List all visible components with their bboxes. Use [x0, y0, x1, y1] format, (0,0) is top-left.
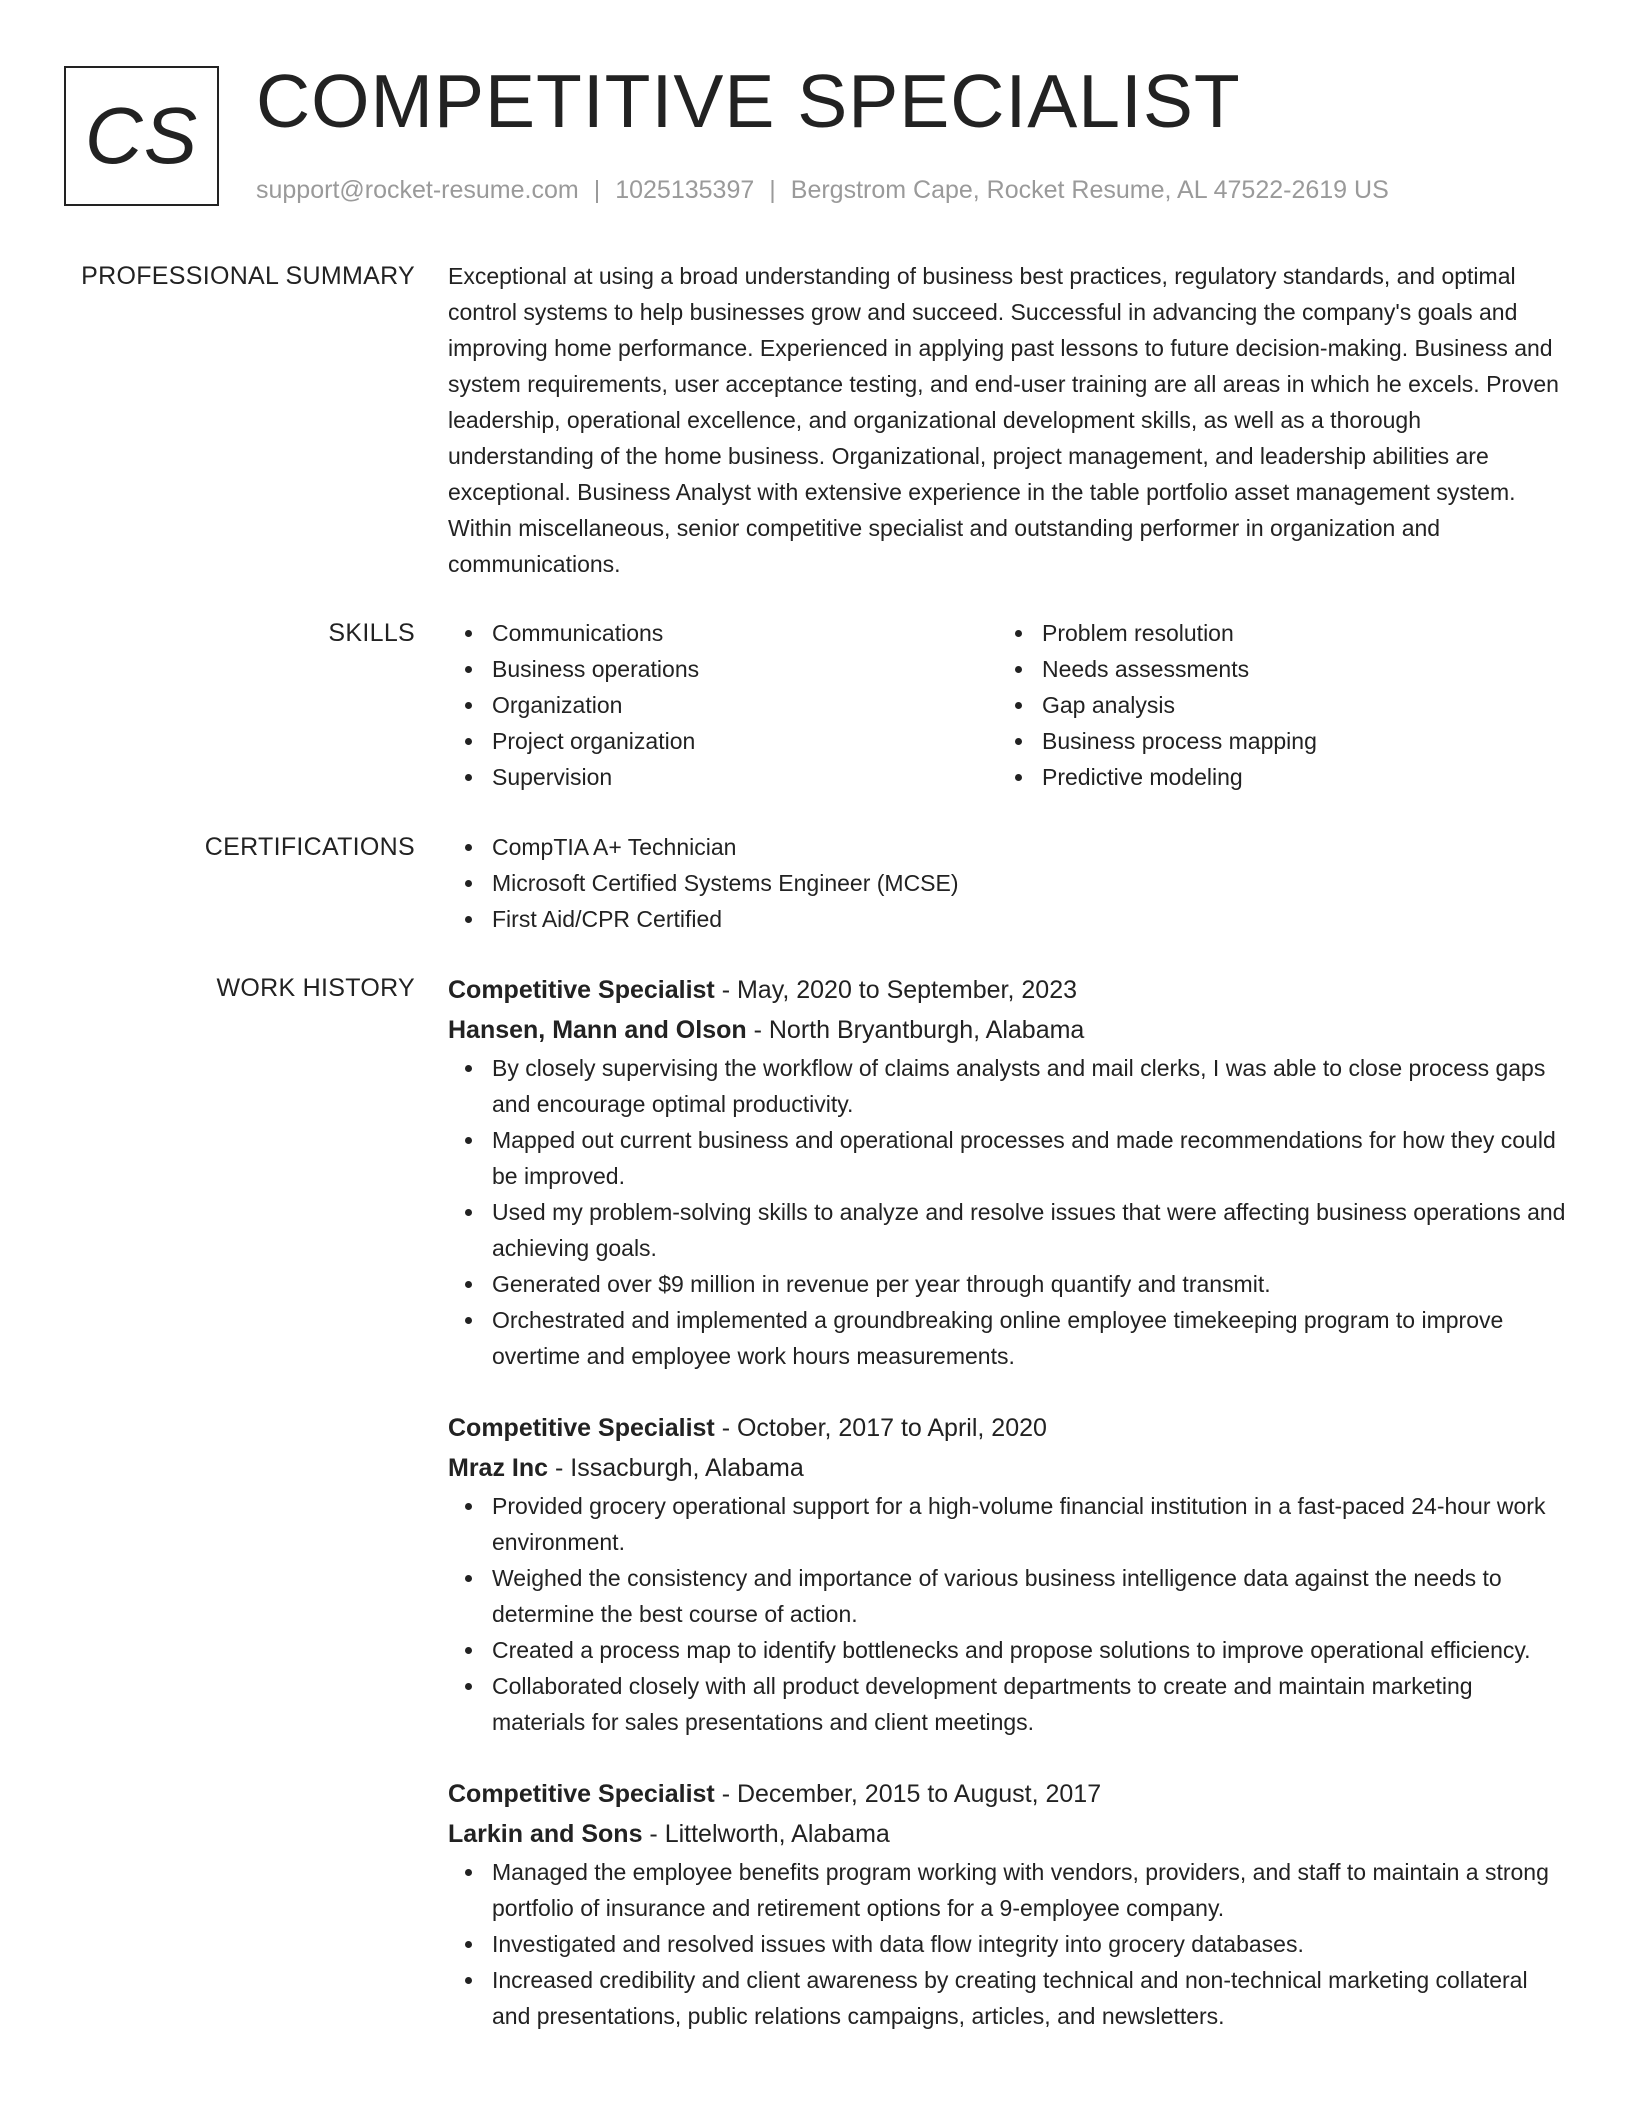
job-role: Competitive Specialist: [448, 976, 715, 1004]
contact-separator: |: [593, 176, 601, 204]
skill-item: Problem resolution: [998, 615, 1548, 651]
skill-item: Business operations: [448, 651, 998, 687]
certifications-list: [448, 829, 1570, 937]
contact-separator: |: [769, 176, 776, 204]
skill-item: Gap analysis: [998, 687, 1548, 723]
job-location: - Littelworth, Alabama: [642, 1820, 890, 1848]
job-title-line: [448, 1408, 1570, 1448]
skill-item: Needs assessments: [998, 651, 1548, 687]
job-bullet: Provided grocery operational support for a high-volume financial institution in a fast-paced 24-hour work environment.: [448, 1488, 1570, 1560]
certification-item: Microsoft Certified Systems Engineer (MCSE): [448, 865, 1570, 901]
job-company-line: [448, 1010, 1570, 1050]
job-company-line: [448, 1814, 1570, 1854]
job-entry: [448, 1408, 1570, 1740]
monogram-logo: CS: [64, 66, 219, 206]
job-entry: [448, 970, 1570, 1374]
job-title-line: [448, 970, 1570, 1010]
job-bullet: Used my problem-solving skills to analyze and resolve issues that were affecting business operations and achieving goals.: [448, 1194, 1570, 1266]
job-company: Mraz Inc: [448, 1454, 549, 1482]
skill-item: Business process mapping: [998, 723, 1548, 759]
skill-item: Supervision: [448, 759, 998, 795]
job-bullet: Generated over $9 million in revenue per year through quantify and transmit.: [448, 1266, 1570, 1302]
skill-item: Project organization: [448, 723, 998, 759]
skill-item: Predictive modeling: [998, 759, 1548, 795]
skills-list-right: [998, 615, 1548, 795]
certification-item: First Aid/CPR Certified: [448, 901, 1570, 937]
job-dates: - October, 2017 to April, 2020: [714, 1414, 1047, 1442]
skill-item: Communications: [448, 615, 998, 651]
job-dates: - December, 2015 to August, 2017: [714, 1780, 1102, 1808]
section-title-certifications: CERTIFICATIONS: [204, 833, 415, 861]
job-location: - North Bryantburgh, Alabama: [746, 1016, 1085, 1044]
job-location: - Issacburgh, Alabama: [548, 1454, 804, 1482]
job-bullet: Increased credibility and client awareness by creating technical and non-technical marketing collateral and presentations, public relations campaigns, articles, and newsletters.: [448, 1962, 1570, 2034]
section-title-summary: PROFESSIONAL SUMMARY: [81, 262, 415, 290]
contact-phone[interactable]: 1025135397: [615, 176, 755, 204]
certification-item: CompTIA A+ Technician: [448, 829, 1570, 865]
job-bullet: Created a process map to identify bottlenecks and propose solutions to improve operational efficiency.: [448, 1632, 1570, 1668]
page-title: COMPETITIVE SPECIALIST: [256, 59, 1241, 143]
job-dates: - May, 2020 to September, 2023: [714, 976, 1078, 1004]
job-bullet: Investigated and resolved issues with data flow integrity into grocery databases.: [448, 1926, 1570, 1962]
job-role: Competitive Specialist: [448, 1414, 715, 1442]
job-bullets: [448, 1854, 1570, 2034]
contact-line: [256, 176, 1389, 205]
contact-email[interactable]: support@rocket-resume.com: [256, 176, 579, 204]
job-entry: [448, 1774, 1570, 2034]
job-bullets: [448, 1050, 1570, 1374]
section-title-skills: SKILLS: [328, 619, 415, 647]
job-bullet: Mapped out current business and operational processes and made recommendations for how they could be improved.: [448, 1122, 1570, 1194]
job-bullet: Managed the employee benefits program working with vendors, providers, and staff to maintain a strong portfolio of insurance and retirement options for a 9-employee company.: [448, 1854, 1570, 1926]
job-bullet: Orchestrated and implemented a groundbreaking online employee timekeeping program to improve overtime and employee work hours measurements.: [448, 1302, 1570, 1374]
skills-list-left: [448, 615, 998, 795]
job-company-line: [448, 1448, 1570, 1488]
job-bullet: By closely supervising the workflow of claims analysts and mail clerks, I was able to close process gaps and encourage optimal productivity.: [448, 1050, 1570, 1122]
job-bullet: Collaborated closely with all product development departments to create and maintain marketing materials for sales presentations and client meetings.: [448, 1668, 1570, 1740]
job-company: Larkin and Sons: [448, 1820, 643, 1848]
skill-item: Organization: [448, 687, 998, 723]
job-bullets: [448, 1488, 1570, 1740]
section-title-work-history: WORK HISTORY: [216, 974, 415, 1002]
job-role: Competitive Specialist: [448, 1780, 715, 1808]
job-title-line: [448, 1774, 1570, 1814]
summary-text: Exceptional at using a broad understanding of business best practices, regulatory standards, and optimal control systems to help businesses grow and succeed. Successful in advancing the company's goals and improving home performance. Experienced in applying past lessons to future decision-making. Business and system requirements, user acceptance testing, and end-user training are all areas in which he excels. Proven leadership, operational excellence, and organizational development skills, as well as a thorough understanding of the home business. Organizational, project management, and leadership abilities are exceptional. Business Analyst with extensive experience in the table portfolio asset management system. Within miscellaneous, senior competitive specialist and outstanding performer in organization and communications.: [448, 263, 1559, 577]
contact-address: Bergstrom Cape, Rocket Resume, AL 47522-2619 US: [790, 176, 1389, 204]
job-company: Hansen, Mann and Olson: [448, 1016, 747, 1044]
job-bullet: Weighed the consistency and importance of various business intelligence data against the needs to determine the best course of action.: [448, 1560, 1570, 1632]
